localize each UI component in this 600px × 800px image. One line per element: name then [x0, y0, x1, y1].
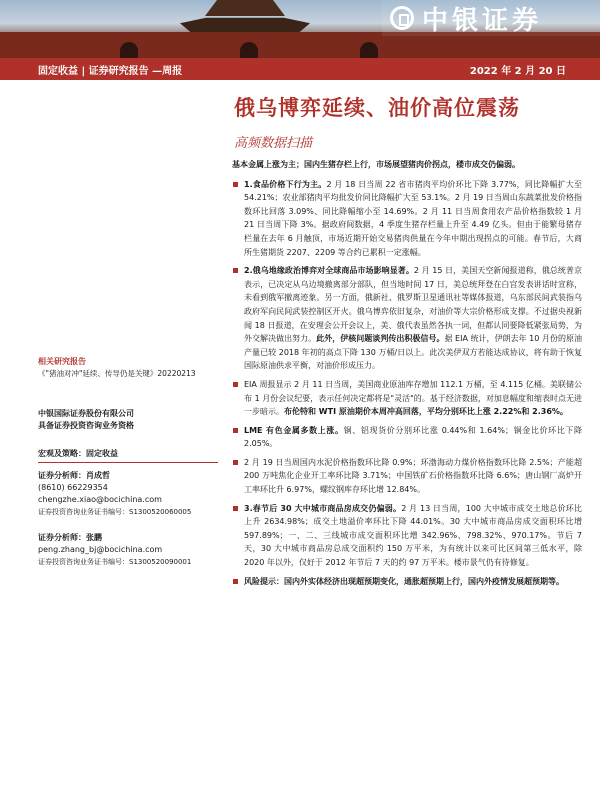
bullet-text: 2 月 13 日当周，100 大中城市成交土地总价环比上升 2634.98%；成交土地溢价率环比下降 44.01%。30 大中城市商品房成交面积环比增 597.89%；一、二、三线城市成交面积环比增 342.96%、798.32%、970.17%。节后 7 天，30 大中城市商品房总成交面积约 150 万平米，为有统计以来可比区间第三低水平，除 2020 年以外，仅好于 2012 年节后 7 天的约 97 万平米。楼市景气仍有待修复。 [244, 503, 582, 568]
analyst-email[interactable]: chengzhe.xiao@bocichina.com [38, 495, 162, 504]
analyst-email[interactable]: peng.zhang_bj@bocichina.com [38, 545, 163, 554]
bullet-text: 2 月 19 日当周国内水泥价格指数环比降 0.9%；环渤海动力煤价格指数环比降 2.5%；产能超 200 万吨焦化企业开工率环比降 3.71%；中国铁矿石价格指数环比降 6.6%；唐山钢厂高炉开工率环比升 6.97%，螺纹钢库存环比增 12.84%。 [244, 457, 582, 495]
analyst-cert: 证券投资咨询业务证书编号：S1300520090001 [38, 558, 192, 566]
summary: 基本金属上涨为主；国内生猪存栏上行，市场展望猪肉价拐点，楼市成交仍偏弱。 [232, 160, 520, 169]
category-bar [0, 58, 600, 80]
analyst-name: 证券分析师：肖成哲 [38, 471, 110, 480]
bullet-lead: 3.春节后 30 大中城市商品房成交仍偏弱。 [244, 503, 402, 513]
report-category: 固定收益 | 证券研究报告 —周报 [38, 65, 183, 77]
analyst-1 [38, 470, 218, 518]
bullet-lead: 风险提示： [244, 576, 284, 586]
analyst-2 [38, 532, 218, 568]
analyst-cert: 证券投资咨询业务证书编号：S1300520060005 [38, 508, 192, 516]
bullet-lead-secondary: 此外，伊核问题谈判传出积极信号。 [316, 334, 445, 344]
bullet-tail: 布伦特和 WTI 原油期价本周冲高回落，平均分别环比上涨 2.22%和 2.36%。 [284, 407, 568, 417]
bullet-lead: 1.食品价格下行为主。 [244, 179, 327, 189]
sector-line [38, 448, 218, 460]
report-body [232, 158, 582, 593]
bullet-property [232, 502, 582, 570]
company-name: 中银国际证券股份有限公司 [38, 409, 134, 418]
gate-door [360, 42, 378, 58]
bullet-lead: 2.俄乌地缘政治博弈对全球商品市场影响显著。 [244, 266, 414, 276]
bullet-lead: LME 有色金属多数上涨。 [244, 425, 344, 435]
gate-door [120, 42, 138, 58]
gate-door [240, 42, 258, 58]
header-banner [0, 0, 600, 58]
bullet-geopolitics [232, 264, 582, 373]
bullet-text: 铜、铝现货价分别环比涨 0.44%和 1.64%；铜金比价环比下降 2.05%。 [244, 425, 582, 449]
bullet-oil [232, 378, 582, 419]
bullet-text: 2 月 18 日当周 22 省市猪肉平均价环比下降 3.77%，同比降幅扩大至 54.21%；农业部猪肉平均批发价同比降幅扩大至 53.1%。2 月 19 日当周山东蔬菜批发价格指数环比回落 3.09%、同比降幅缩小至 14.69%。2 月 11 日当周食用农产品价格指数较 1 月 21 日当周下降 3%。据政府间数据，4 季度生猪存栏量上升至 4.49 亿头。但由于能繁母猪存栏量在去年 6 月触顶，市场近期开始交易猪肉供量在今年中期出现拐点的可能。春节后，大商所生猪期货 2207、2209 等合约已累积一定涨幅。 [244, 179, 582, 257]
company-qualification: 具备证券投资咨询业务资格 [38, 421, 134, 430]
related-reports [38, 356, 218, 380]
report-date: 2022 年 2 月 20 日 [469, 65, 566, 77]
company-info [38, 408, 218, 432]
report-subtitle: 高频数据扫描 [234, 136, 313, 151]
bullet-metals [232, 424, 582, 451]
bullet-food-prices [232, 178, 582, 260]
brand-logo [382, 0, 600, 36]
report-title: 俄乌博弈延续、油价高位震荡 [234, 96, 520, 120]
bullet-industrial [232, 456, 582, 497]
analyst-name: 证券分析师：张鹏 [38, 533, 102, 542]
bullet-text: EIA 周报显示 2 月 11 日当周，美国商业原油库存增加 112.1 万桶，至 4.115 亿桶。美联储公布 1 月份会议纪要，表示任何决定都将是"灵活"的。基于经济数据，对加息幅度和缩表时点无进一步暗示。 [244, 379, 582, 417]
sector-label: 宏观及策略：固定收益 [38, 449, 118, 458]
sector-divider [38, 462, 218, 463]
bullet-text: 国内外实体经济出现超预期变化，通胀超预期上行，国内外疫情发展超预期等。 [284, 576, 564, 586]
analyst-phone: (8610) 66229354 [38, 483, 108, 492]
related-reports-heading: 相关研究报告 [38, 357, 86, 366]
bullet-text-secondary: 据 EIA 统计，伊朗去年 10 月份的原油产量已较 2018 年初的高点下降 130 万桶/日以上。此次美伊双方若能达成协议，将有助于恢复国际原油供求平衡，对油价形成压力。 [244, 334, 582, 371]
bullet-text: 2 月 15 日，美国天空新闻报道称，俄总统普京表示，已决定从乌边境撤离部分部队，但当地时间 17 日，美总统拜登在白宫发表讲话时宣称，未看到俄军撤离迹象。另一方面，俄新社、俄罗斯卫星通讯社等媒体报道，乌东部民间武装指乌政府军向民间武装控制区开火。俄乌博弈依旧复杂，对油价等大宗价格形成支撑。不过据央视新闻 18 日报道，在安理会公开会议上，美、俄代表虽然各执一词，但都认同要降低紧张局势，为外交解决做出努力。 [244, 266, 582, 344]
bullet-risk [232, 575, 582, 589]
palace-roof-upper [205, 0, 285, 16]
boc-logo-icon [390, 6, 414, 30]
related-report-link[interactable]: 《"猪油对冲"延续、传导仍是关键》20220213 [38, 369, 196, 378]
brand-name: 中银证券 [422, 5, 543, 36]
